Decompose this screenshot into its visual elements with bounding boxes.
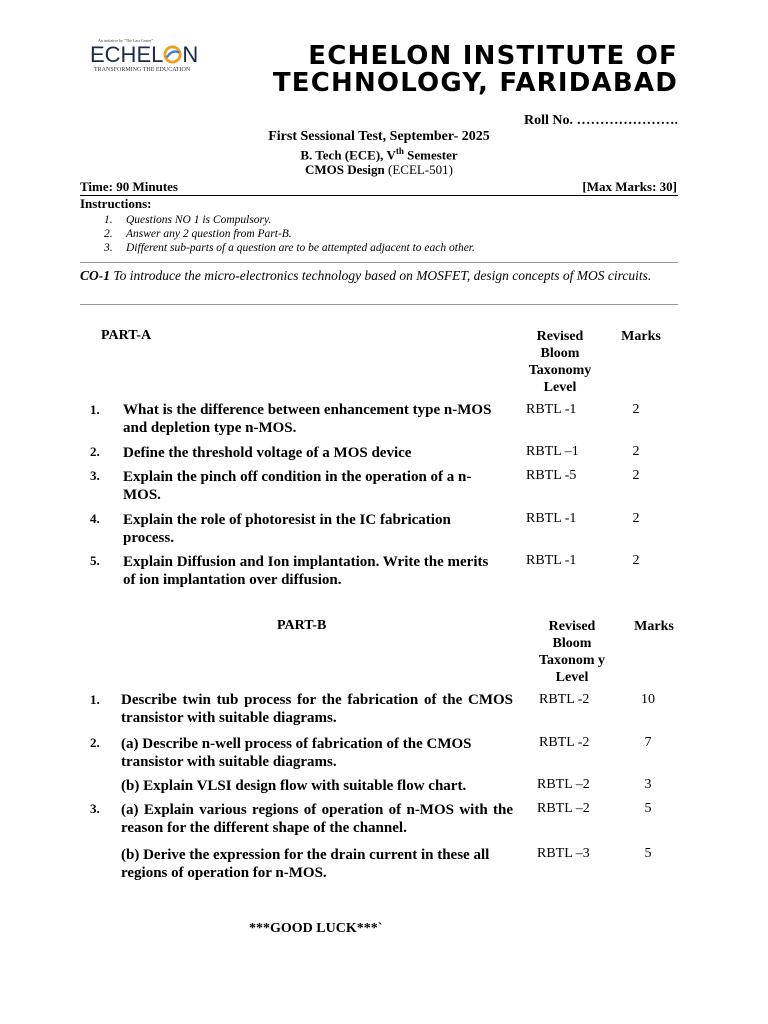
question-text: Define the threshold voltage of a MOS device xyxy=(123,445,412,461)
question-marks: 2 xyxy=(632,553,640,568)
question-text: (b) Explain VLSI design flow with suitable flow chart. xyxy=(121,778,467,794)
subject-code: (ECEL-501) xyxy=(384,162,454,177)
instruction-text: Answer any 2 question from Part-B. xyxy=(126,228,292,240)
logo-tagline: An initiative by "The Last Center" xyxy=(98,38,154,43)
question-marks: 5 xyxy=(644,846,652,861)
part-b-rbt-header: Revised Bloom Taxonom y Level xyxy=(538,619,605,685)
question-number: 3. xyxy=(90,468,100,483)
course-sup: th xyxy=(395,146,404,156)
time-allowed: Time: 90 Minutes xyxy=(80,179,178,194)
instructions-heading: Instructions: xyxy=(80,196,152,211)
question-marks: 10 xyxy=(641,692,655,707)
part-b-marks-header: Marks xyxy=(634,619,674,634)
institute-name-line1: ECHELON INSTITUTE OF xyxy=(308,41,678,71)
logo-subtitle: TRANSFORMING THE EDUCATION xyxy=(94,67,191,73)
instruction-number: 3. xyxy=(104,242,113,254)
instruction-text: Questions NO 1 is Compulsory. xyxy=(126,214,272,226)
question-number: 3. xyxy=(90,801,100,816)
part-a-marks-header: Marks xyxy=(621,329,661,344)
question-marks: 2 xyxy=(632,468,640,483)
question-marks: 2 xyxy=(632,511,640,526)
instruction-text: Different sub-parts of a question are to be attempted adjacent to each other. xyxy=(126,242,475,254)
subject-line xyxy=(0,162,758,178)
question-number: 1. xyxy=(90,692,100,707)
question-text: Explain Diffusion and Ion implantation. Write the merits of ion implantation over diffusion. xyxy=(123,554,489,588)
question-number: 1. xyxy=(90,402,100,417)
logo-wordmark xyxy=(90,42,198,68)
instruction-item xyxy=(104,241,475,255)
question-text: (a) Explain various regions of operation of n-MOS with the reason for the different shape of the channel. xyxy=(121,802,513,836)
max-marks: [Max Marks: 30] xyxy=(582,179,677,194)
question-text: Describe twin tub process for the fabrication of the CMOS transistor with suitable diagrams. xyxy=(121,692,513,726)
question-number: 5. xyxy=(90,553,100,568)
course-outcome xyxy=(80,268,678,284)
exam-title: First Sessional Test, September- 2025 xyxy=(268,129,490,144)
question-rbt: RBTL –2 xyxy=(537,801,590,816)
question-rbt: RBTL -2 xyxy=(539,692,590,707)
logo-word-right: N xyxy=(182,42,199,67)
question-number: 2. xyxy=(90,735,100,750)
question-number: 4. xyxy=(90,511,100,526)
question-text: Explain the pinch off condition in the operation of a n-MOS. xyxy=(123,469,472,503)
question-rbt: RBTL -5 xyxy=(526,468,577,483)
institute-logo xyxy=(86,38,199,78)
co-label: CO-1 xyxy=(80,268,110,283)
question-marks: 7 xyxy=(644,735,652,750)
part-b-heading: PART-B xyxy=(277,618,327,633)
question-rbt: RBTL –1 xyxy=(526,444,579,459)
question-rbt: RBTL -1 xyxy=(526,402,577,417)
co-bottom-rule xyxy=(80,304,678,305)
logo-word-left: ECHEL xyxy=(90,42,164,67)
institute-name-line2: TECHNOLOGY, FARIDABAD xyxy=(272,68,678,98)
question-rbt: RBTL -2 xyxy=(539,735,590,750)
question-marks: 3 xyxy=(644,777,652,792)
subject-name: CMOS Design xyxy=(304,162,385,177)
co-top-rule xyxy=(80,262,678,263)
closing-message: ***GOOD LUCK***` xyxy=(249,921,383,936)
instruction-number: 1. xyxy=(104,214,113,226)
question-marks: 2 xyxy=(632,444,640,459)
instruction-item xyxy=(104,227,475,241)
question-marks: 2 xyxy=(632,402,640,417)
header-rule xyxy=(80,195,678,196)
globe-icon xyxy=(163,45,182,64)
question-marks: 5 xyxy=(644,801,652,816)
part-a-heading: PART-A xyxy=(101,328,152,343)
question-rbt: RBTL –3 xyxy=(537,846,590,861)
course-line xyxy=(0,146,758,163)
question-rbt: RBTL -1 xyxy=(526,511,577,526)
question-rbt: RBTL -1 xyxy=(526,553,577,568)
instruction-item xyxy=(104,213,475,227)
part-a-rbt-header: Revised Bloom Taxonomy Level xyxy=(528,329,592,395)
question-text: (b) Derive the expression for the drain current in these all regions of operation for n-MOS. xyxy=(121,847,490,881)
roll-number: Roll No. …………………. xyxy=(524,113,678,128)
course-suffix: Semester xyxy=(403,147,458,163)
question-rbt: RBTL –2 xyxy=(537,777,590,792)
instructions-list xyxy=(104,213,475,255)
question-text: What is the difference between enhancement type n-MOS and depletion type n-MOS. xyxy=(123,402,492,436)
instruction-number: 2. xyxy=(104,228,113,240)
question-number: 2. xyxy=(90,444,100,459)
course-prefix: B. Tech (ECE), V xyxy=(300,147,396,163)
co-text: To introduce the micro-electronics technology based on MOSFET, design concepts of MOS circuits. xyxy=(110,268,652,283)
question-text: (a) Describe n-well process of fabrication of the CMOS transistor with suitable diagrams. xyxy=(121,736,472,770)
question-text: Explain the role of photoresist in the IC fabrication process. xyxy=(123,512,451,546)
